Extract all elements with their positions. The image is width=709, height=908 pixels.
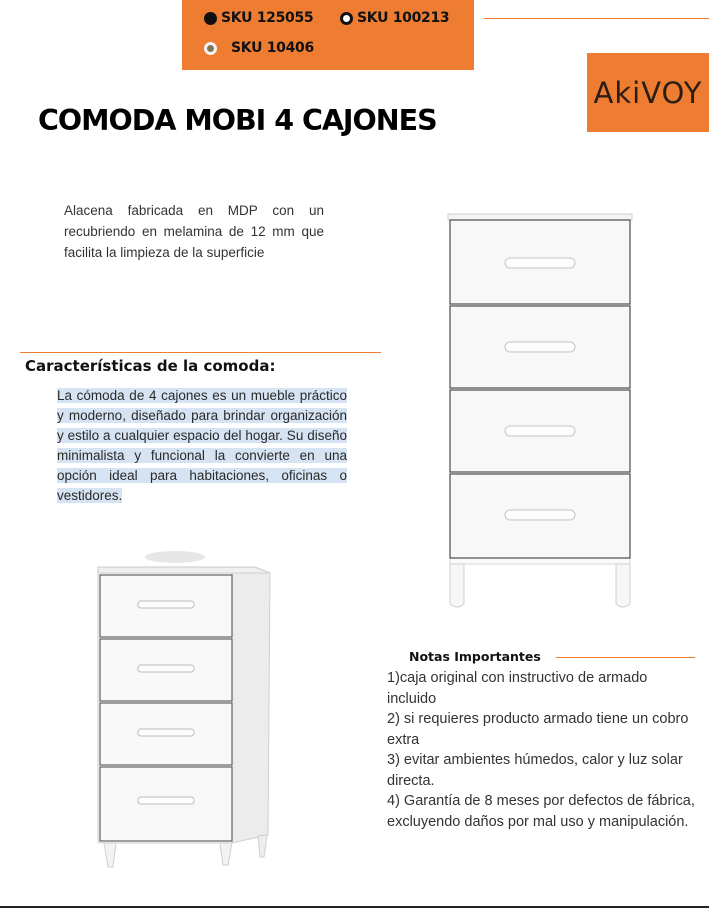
section-divider (20, 352, 381, 353)
characteristics-text (57, 386, 347, 506)
notes-list (387, 668, 697, 832)
drawer-front (450, 220, 630, 304)
drawer-front (450, 306, 630, 388)
characteristics-body: La cómoda de 4 cajones es un mueble práctico y moderno, diseñado para brindar organización y estilo a cualquier espacio del hogar. Su diseño minimalista y funcional la convierte en una opción ideal para habitaciones, oficinas o vestidores. (57, 388, 347, 503)
drawer-front (450, 474, 630, 558)
characteristics-heading: Características de la comoda: (25, 357, 276, 375)
page-title: COMODA MOBI 4 CAJONES (38, 104, 437, 137)
note-item: 2) si requieres producto armado tiene un cobro extra (387, 711, 689, 748)
drawer-front (100, 639, 232, 701)
drawer-front (100, 767, 232, 841)
sku-label: SKU 10406 (231, 40, 314, 56)
drawer-front (450, 390, 630, 472)
sku-label: SKU 100213 (357, 10, 450, 26)
note-item: 4) Garantía de 8 meses por defectos de fábrica, excluyendo daños por mal uso y manipulación. (387, 793, 695, 830)
brand-logo (587, 53, 709, 132)
note-item: 1)caja original con instructivo de armado incluido (387, 670, 648, 707)
note-item: 3) evitar ambientes húmedos, calor y luz solar directa. (387, 752, 683, 789)
header-divider (484, 18, 709, 19)
sku-panel (182, 0, 474, 70)
notes-heading: Notas Importantes (409, 649, 541, 664)
drawer-front (100, 575, 232, 637)
sku-label: SKU 125055 (221, 10, 314, 26)
product-image-front (430, 200, 650, 620)
sku-option-1[interactable] (204, 10, 313, 26)
sku-option-3[interactable] (204, 40, 314, 56)
color-swatch-black (204, 12, 217, 25)
drawer-front (100, 703, 232, 765)
color-swatch-khaki (204, 42, 217, 55)
color-swatch-white (340, 12, 353, 25)
logo-text: AkiVOY (593, 75, 703, 110)
notes-divider (556, 657, 695, 658)
sku-option-2[interactable] (340, 10, 449, 26)
product-image-angled (80, 545, 280, 880)
intro-description: Alacena fabricada en MDP con un recubriendo en melamina de 12 mm que facilita la limpieza de la superficie (64, 203, 324, 260)
